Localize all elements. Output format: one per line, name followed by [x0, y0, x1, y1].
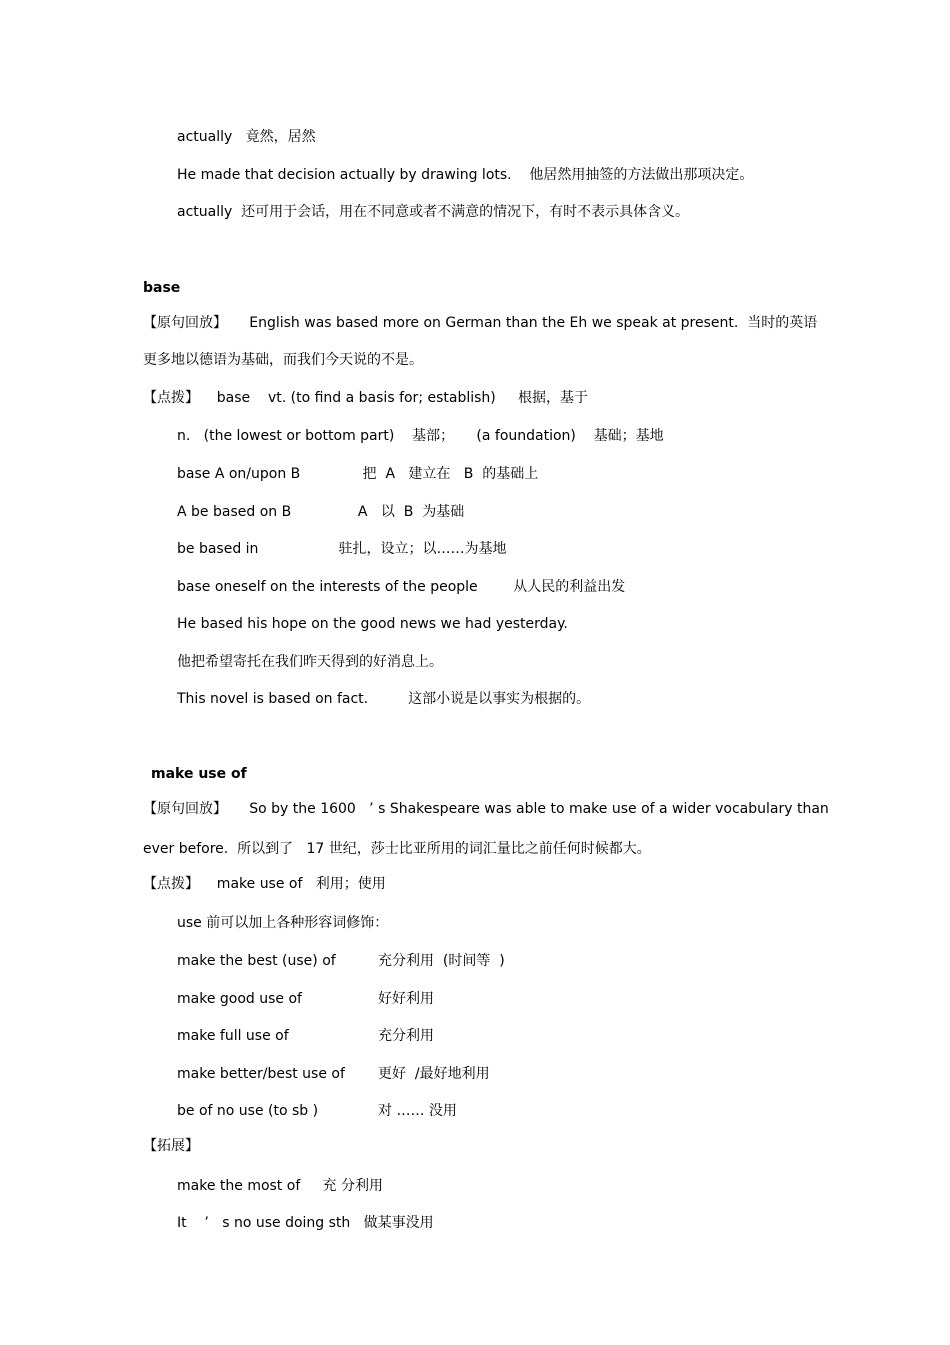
makeuse-tips: 【点拨】 make use of 利用；使用 [143, 876, 386, 892]
extension-label: 【拓展】 [143, 1138, 199, 1154]
phrase-en: make better/best use of [177, 1066, 345, 1082]
base-heading: base [143, 280, 181, 296]
phrase-zh: 对 …… 没用 [378, 1103, 457, 1119]
phrase-en: make good use of [177, 991, 302, 1007]
base-phrase-3: be based in 驻扎，设立；以……为基地 [177, 541, 507, 557]
base-phrase-1: base A on/upon B 把 A 建立在 B 的基础上 [177, 466, 539, 482]
phrase-en: make the best (use) of [177, 953, 336, 969]
phrase-en: make full use of [177, 1028, 289, 1044]
makeuse-original-translation: ever before. 所以到了 17 世纪，莎士比亚所用的词汇量比之前任何时候都大。 [143, 841, 651, 857]
phrase-en: be of no use (to sb ) [177, 1103, 319, 1119]
base-noun-meaning: n. (the lowest or bottom part) 基部； (a foundation) 基础；基地 [177, 428, 664, 444]
extension-phrase-1: make the most of 充 分利用 [177, 1178, 383, 1194]
base-tips: 【点拨】 base vt. (to find a basis for; establish) 根据，基于 [143, 390, 589, 406]
phrase-zh: 充分利用 (时间等 ) [378, 953, 505, 969]
base-phrase-2: A be based on B A 以 B 为基础 [177, 504, 465, 520]
extension-phrase-2: It ’ s no use doing sth 做某事没用 [177, 1215, 434, 1231]
phrase-zh: 充分利用 [378, 1028, 434, 1044]
base-example-zh: 他把希望寄托在我们昨天得到的好消息上。 [177, 654, 443, 670]
base-example-2: This novel is based on fact. 这部小说是以事实为根据的。 [177, 691, 591, 707]
phrase-zh: 好好利用 [378, 991, 434, 1007]
base-original-sentence: 【原句回放】 English was based more on German than the Eh we speak at present. 当时的英语 [143, 315, 818, 331]
base-original-translation: 更多地以德语为基础，而我们今天说的不是。 [143, 352, 423, 368]
phrase-zh: 更好 /最好地利用 [378, 1066, 490, 1082]
actually-usage-note: actually 还可用于会话，用在不同意或者不满意的情况下，有时不表示具体含义。 [177, 204, 690, 220]
base-example-en: He based his hope on the good news we had yesterday. [177, 616, 568, 632]
makeuse-modifier-note: use 前可以加上各种形容词修饰： [177, 915, 389, 931]
makeuse-original-sentence: 【原句回放】 So by the 1600 ’ s Shakespeare was able to make use of a wider vocabulary than [143, 801, 829, 817]
actually-definition: actually 竟然，居然 [177, 129, 316, 145]
actually-example: He made that decision actually by drawing lots. 他居然用抽签的方法做出那项决定。 [177, 167, 754, 183]
makeuse-heading: make use of [151, 766, 247, 782]
base-phrase-4: base oneself on the interests of the people 从人民的利益出发 [177, 579, 626, 595]
